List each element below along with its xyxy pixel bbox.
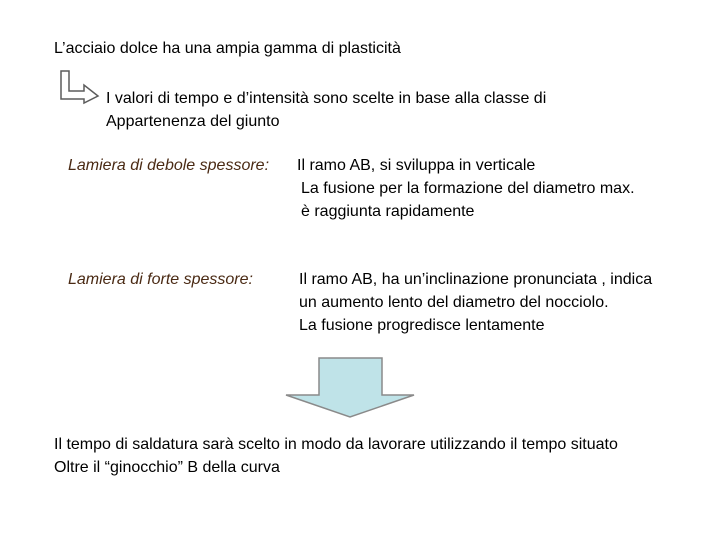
note-line-2: Appartenenza del giunto (106, 113, 280, 130)
thick-sheet-line-3: La fusione progredisce lentamente (299, 317, 545, 334)
bent-arrow-icon (60, 70, 100, 104)
conclusion-line-1: Il tempo di saldatura sarà scelto in modo da lavorare utilizzando il tempo situato (54, 436, 618, 453)
thin-sheet-line-3: è raggiunta rapidamente (301, 203, 475, 220)
thin-sheet-line-2: La fusione per la formazione del diametro max. (301, 180, 635, 197)
thick-sheet-label: Lamiera di forte spessore: (68, 271, 253, 288)
thin-sheet-line-1: Il ramo AB, si sviluppa in verticale (297, 157, 536, 174)
thick-sheet-line-2: un aumento lento del diametro del nocciolo. (299, 294, 609, 311)
down-arrow-icon (284, 357, 416, 419)
thick-sheet-line-1: Il ramo AB, ha un’inclinazione pronunciata , indica (299, 271, 653, 288)
thin-sheet-label: Lamiera di debole spessore: (68, 157, 270, 174)
conclusion-line-2: Oltre il “ginocchio” B della curva (54, 459, 280, 476)
note-line-1: I valori di tempo e d’intensità sono scelte in base alla classe di (106, 90, 547, 107)
heading: L’acciaio dolce ha una ampia gamma di plasticità (54, 40, 401, 57)
